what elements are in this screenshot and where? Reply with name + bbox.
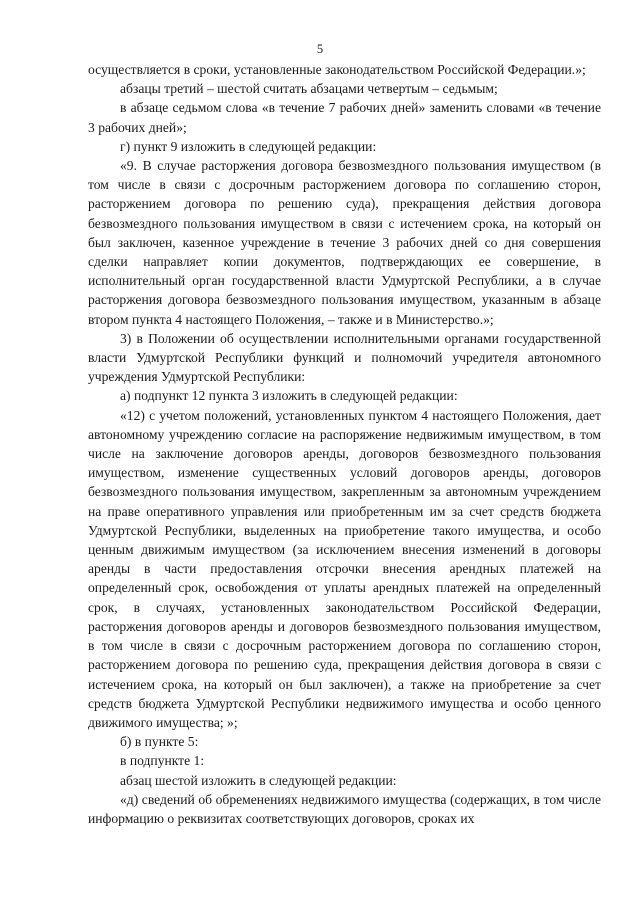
paragraph: «д) сведений об обременениях недвижимого имущества (содержащих, в том числе информацию о реквизитах соответствующих договоров, сроках их	[88, 791, 601, 826]
paragraph: «12) с учетом положений, установленных пунктом 4 настоящего Положения, дает автономному учреждению согласие на распоряжение недвижимым имуществом, в том числе на заключение договоров аренды, договоров безвозмездного пользования имуществом, изменение существенных условий договоров аренды, договоров безвозмездного пользования имуществом, закрепленным за автономным учреждением на праве оперативного управления или приобретенным им за счет средств бюджета Удмуртской Республики, выделенных на приобретение такого имущества, и особо ценным движимым имуществом (за исключением внесения изменений в договоры аренды в части предоставления отсрочки внесения арендных платежей на определенный срок, освобождения от уплаты арендных платежей на определенный срок, в случаях, установленных законодательством Российской Федерации, расторжения договоров аренды и договоров безвозмездного пользования имуществом, в том числе в связи с досрочным расторжением договора по соглашению сторон, расторжением договора по решению суда, прекращения действия договора в связи с истечением срока, на который он был заключен), а также на приобретение за счет средств бюджета Удмуртской Республики недвижимого имущества и особо ценного движимого имущества; »;	[88, 407, 601, 730]
paragraph: в абзаце седьмом слова «в течение 7 рабочих дней» заменить словами «в течение 3 рабочих дней»;	[88, 100, 601, 135]
paragraph: 3) в Положении об осуществлении исполнительными органами государственной власти Удмуртской Республики функций и полномочий учредителя автономного учреждения Удмуртской Республики:	[88, 330, 601, 385]
paragraph: а) подпункт 12 пункта 3 изложить в следующей редакции:	[120, 388, 458, 404]
page-number: 5	[316, 42, 324, 56]
paragraph: абзац шестой изложить в следующей редакции:	[120, 772, 397, 788]
paragraph: «9. В случае расторжения договора безвозмездного пользования имуществом (в том числе в связи с досрочным расторжением договора по соглашению сторон, расторжением договора по решению суда), прекращения действия договора безвозмездного пользования имуществом в связи с истечением срока, на который он был заключен, казенное учреждение в течение 3 рабочих дней со дня совершения сделки направляет копии документов, подтверждающих ее совершение, в исполнительный орган государственной власти Удмуртской Республики, а в случае расторжения договора безвозмездного пользования имуществом, указанным в абзаце втором пункта 4 настоящего Положения, – также и в Министерство.»;	[88, 158, 601, 327]
paragraph: в подпункте 1:	[120, 753, 205, 769]
paragraph: г) пункт 9 изложить в следующей редакции:	[120, 138, 377, 154]
document-body	[88, 60, 601, 828]
paragraph: б) в пункте 5:	[120, 734, 199, 750]
paragraph-continuation: осуществляется в сроки, установленные законодательством Российской Федерации.»;	[88, 62, 586, 77]
paragraph: абзацы третий – шестой считать абзацами четвертым – седьмым;	[120, 81, 498, 97]
